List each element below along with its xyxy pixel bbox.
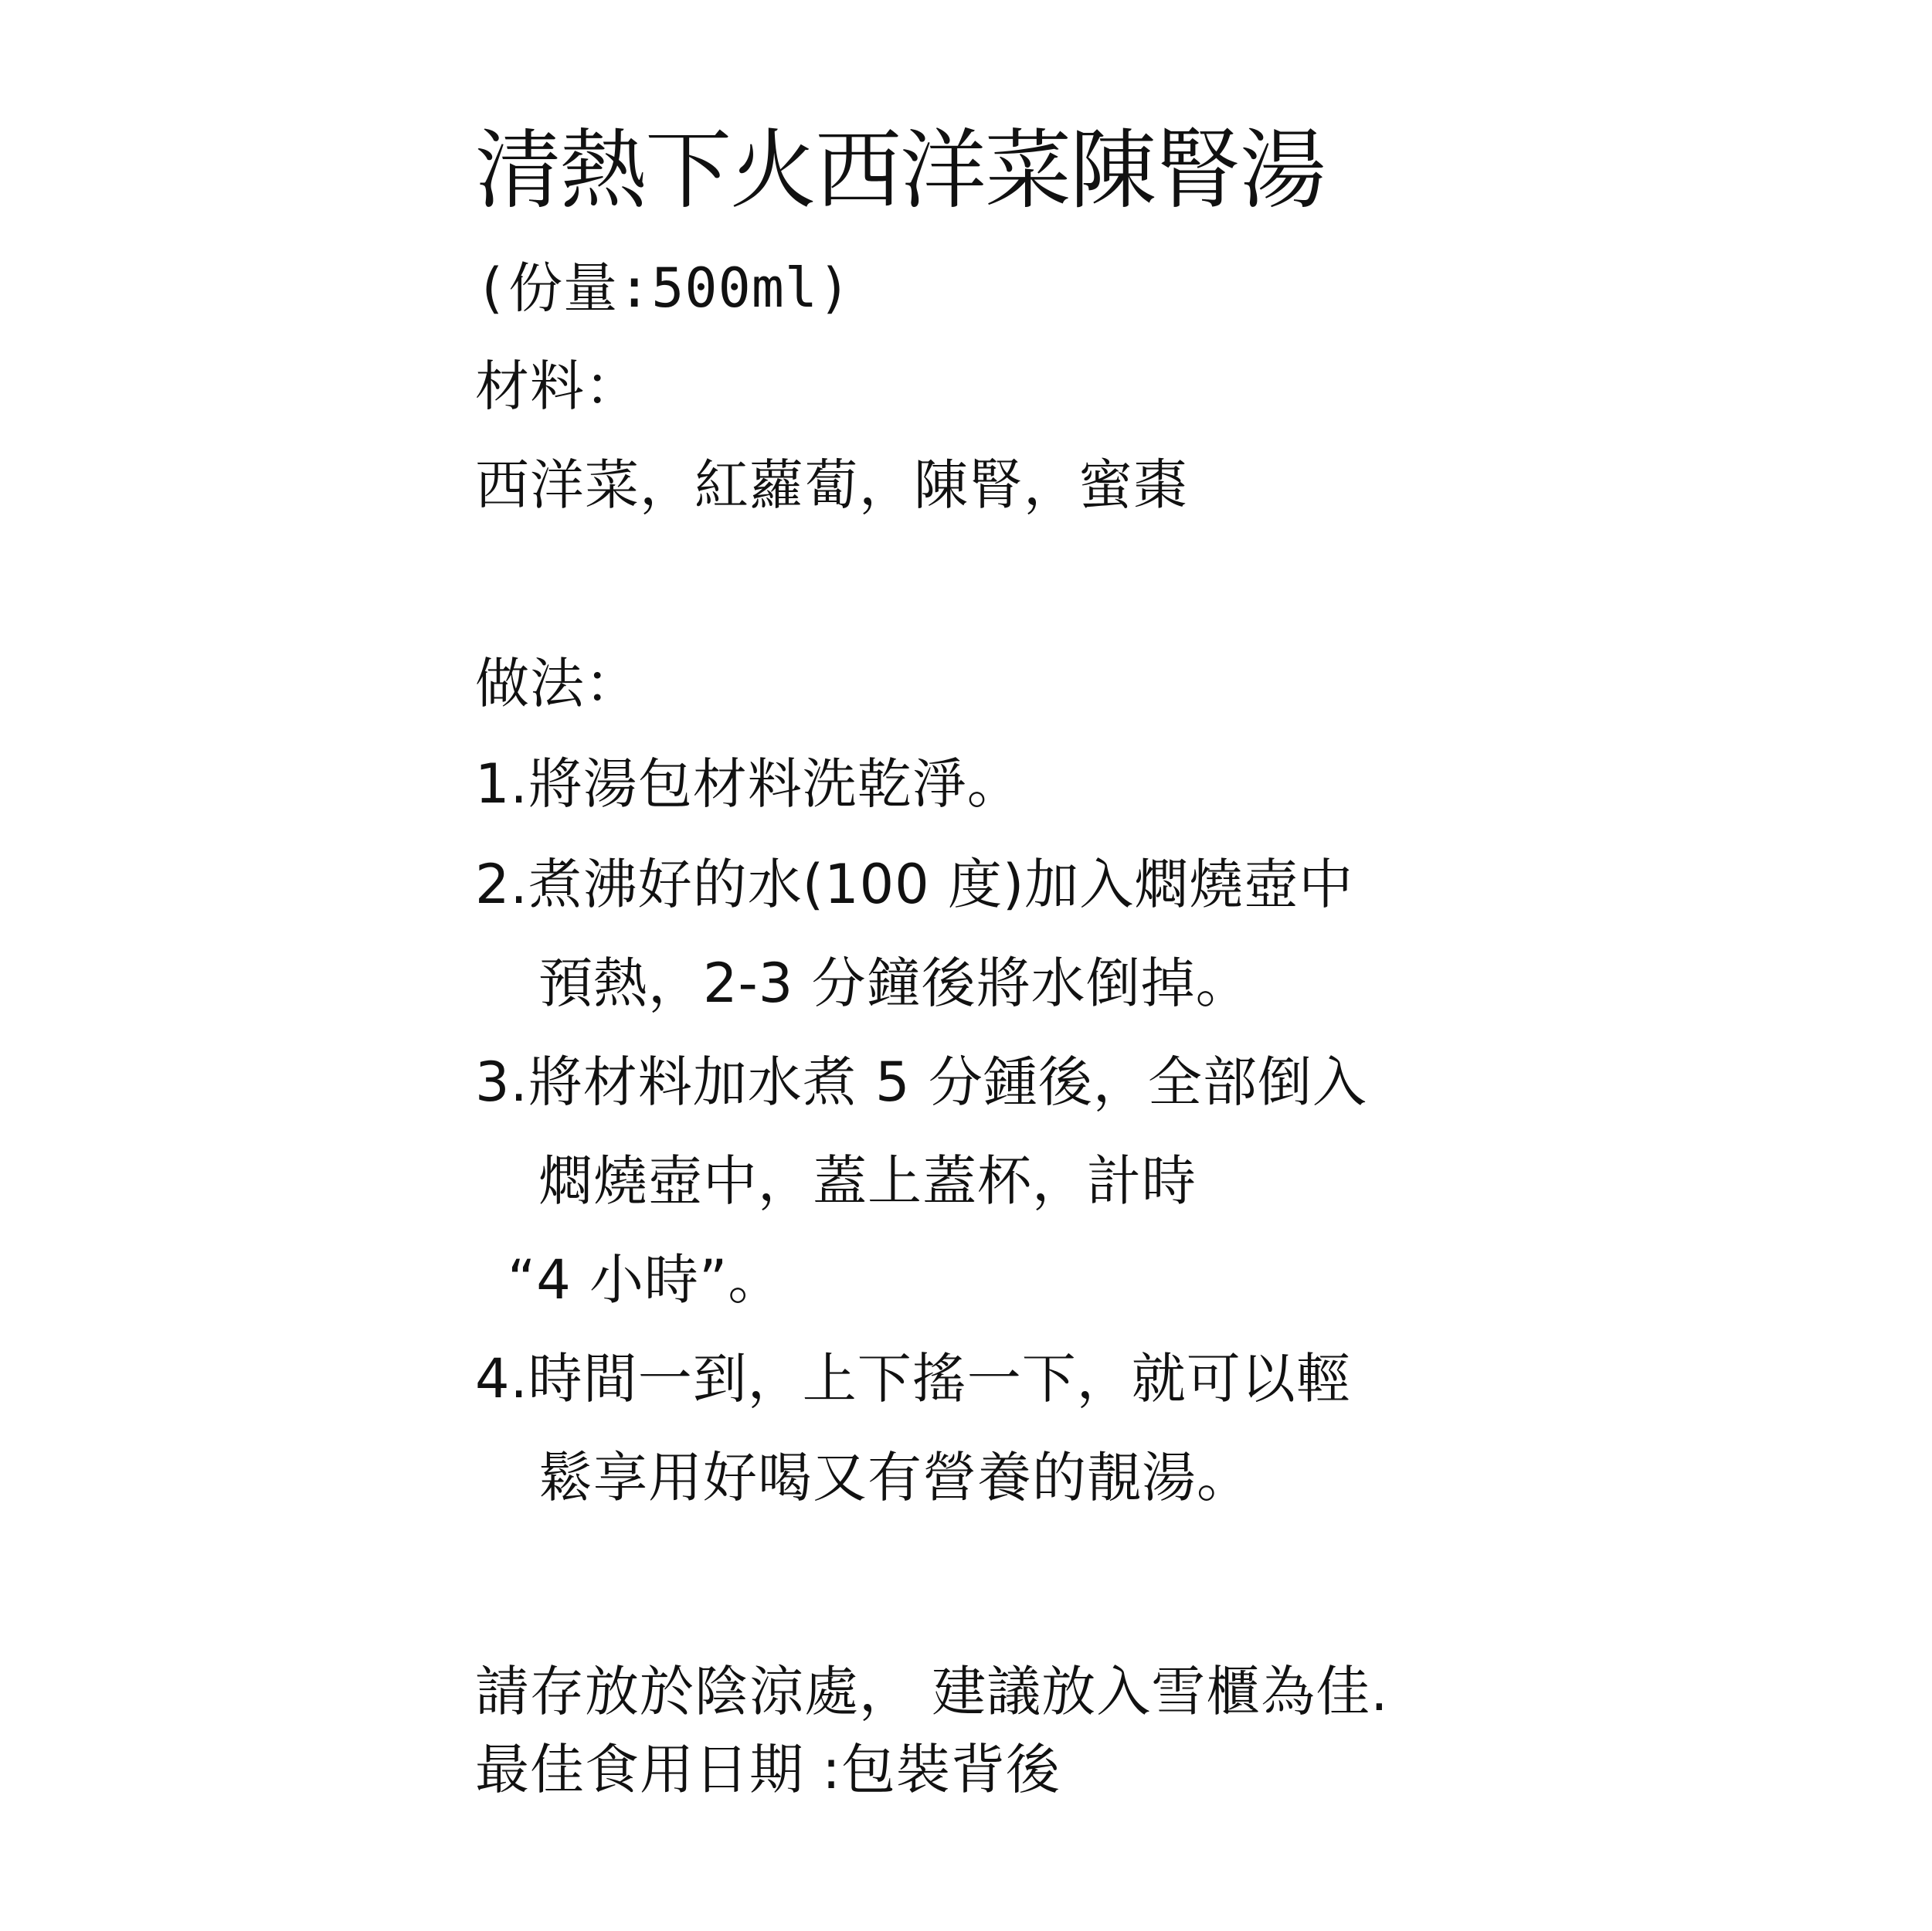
storage-note: 請存放於陰涼處， 建議放入雪櫃為佳. bbox=[475, 1660, 1389, 1723]
method-step-1: 1.將湯包材料洗乾淨。 bbox=[475, 752, 1022, 816]
method-step-3-duration: “4 小時”。 bbox=[508, 1248, 783, 1312]
method-step-2: 2.煮沸好的水(100 度)加入燜燒壺中 bbox=[475, 853, 1354, 916]
serving-size: (份量:500ml) bbox=[475, 256, 852, 320]
method-step-2-continued: 預熱，2-3 分鐘後將水倒掉。 bbox=[538, 952, 1251, 1015]
ingredients-list: 西洋菜，紅蘿蔔，陳腎，蜜棗 bbox=[475, 453, 1188, 517]
method-step-3: 3.將材料加水煮 5 分鍾後，全部倒入 bbox=[475, 1050, 1367, 1114]
method-step-4-continued: 鬆享用好喝又有營養的靚湯。 bbox=[538, 1446, 1251, 1509]
recipe-title: 清熱下火西洋菜陳腎湯 bbox=[475, 120, 1325, 221]
method-step-3-continued: 燜燒壺中，蓋上蓋杯，計時 bbox=[538, 1149, 1197, 1213]
best-before-note: 最佳食用日期 :包裝背後 bbox=[475, 1738, 1061, 1801]
method-heading: 做法： bbox=[475, 652, 640, 715]
method-step-4: 4.時間一到，上下搖一下，就可以輕 bbox=[475, 1347, 1351, 1410]
ingredients-heading: 材料： bbox=[475, 355, 640, 418]
